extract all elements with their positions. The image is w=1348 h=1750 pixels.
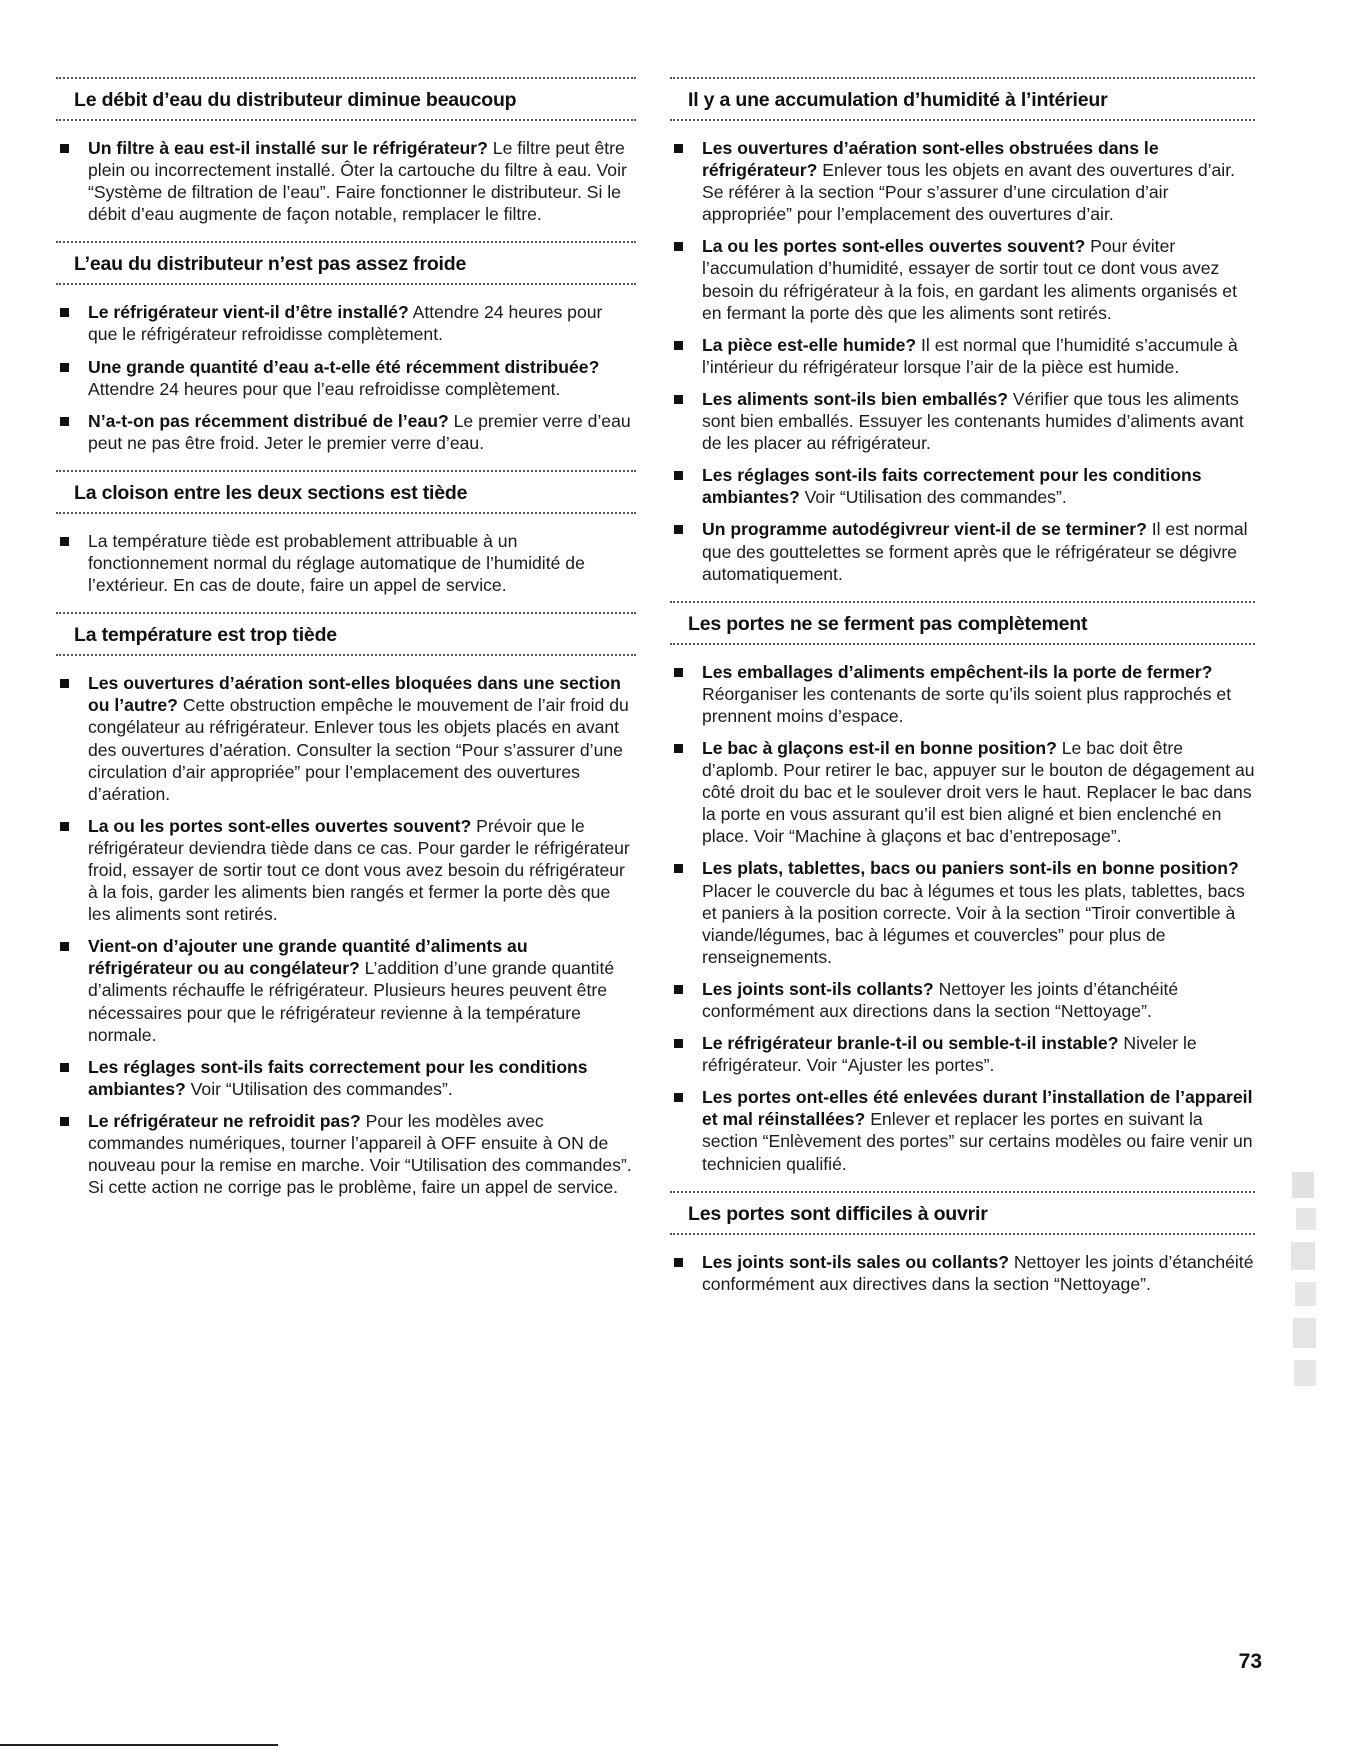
section-header: [670, 601, 1255, 645]
bottom-rule: [0, 1744, 278, 1746]
square-bullet-icon: [60, 363, 69, 372]
list-item: [670, 661, 1255, 727]
section-title: La cloison entre les deux sections est tiède: [74, 481, 468, 504]
list-item: [670, 518, 1255, 584]
list-item: [670, 978, 1255, 1022]
square-bullet-icon: [60, 417, 69, 426]
question-text: Les ouvertures d’aération sont-elles bloquées dans une section ou l’autre?: [88, 673, 621, 716]
section-header: [670, 1191, 1255, 1235]
square-bullet-icon: [674, 525, 683, 534]
answer-text: Réorganiser les contenants de sorte qu’ils soient plus rapprochés et prennent moins d’espace.: [702, 683, 1232, 726]
list-item: [670, 235, 1255, 323]
item-list: [670, 661, 1255, 1175]
question-text: Les joints sont-ils collants?: [702, 978, 934, 999]
section-header: [56, 241, 636, 285]
question-text: Le bac à glaçons est-il en bonne position?: [702, 737, 1057, 758]
answer-text: Le bac doit être d’aplomb. Pour retirer le bac, appuyer sur le bouton de dégagement au côté droit du bac et le soulever droit vers le haut. Replacer le bac dans la porte en vous assurant qu’il est bien aligné et bien enclenché en place. Voir “Machine à glaçons et bac d’entreposage”.: [702, 737, 1255, 847]
answer-text: Pour éviter l’accumulation d’humidité, essayer de sortir tout ce dont vous avez besoin du réfrigérateur à la fois, en gardant les aliments organisés et en fermant la porte dès que les aliments sont retirés.: [702, 236, 1237, 323]
square-bullet-icon: [674, 341, 683, 350]
answer-text: Pour les modèles avec commandes numériques, tourner l’appareil à OFF ensuite à ON de nouveau pour la remise en marche. Voir “Utilisation des commandes”. Si cette action ne corrige pas le problème, faire un appel de service.: [88, 1110, 632, 1198]
list-item: [670, 1032, 1255, 1076]
list-item: [670, 464, 1255, 508]
square-bullet-icon: [60, 942, 69, 951]
square-bullet-icon: [674, 1093, 683, 1102]
section-header: [56, 612, 636, 656]
answer-text: Attendre 24 heures pour que l’eau refroidisse complètement.: [88, 378, 561, 399]
answer-text: Enlever et replacer les portes en suivant la section “Enlèvement des portes” sur certains modèles ou faire venir un technicien qualifié.: [702, 1109, 1253, 1174]
square-bullet-icon: [60, 1117, 69, 1126]
list-item: [56, 301, 636, 345]
item-list: [670, 1251, 1255, 1295]
answer-text: Il est normal que l’humidité s’accumule à l’intérieur du réfrigérateur lorsque l’air de la pièce est humide.: [702, 334, 1238, 377]
answer-text: Le filtre peut être plein ou incorrectement installé. Ôter la cartouche du filtre à eau. Voir “Système de filtration de l’eau”. Faire fonctionner le distributeur. Si le débit d’eau augmente de façon notable, remplacer le filtre.: [88, 138, 627, 225]
item-list: [56, 137, 636, 225]
item-list: [56, 530, 636, 596]
square-bullet-icon: [60, 144, 69, 153]
list-item: [56, 815, 636, 925]
list-item: [56, 137, 636, 225]
answer-text: Prévoir que le réfrigérateur deviendra tiède dans ce cas. Pour garder le réfrigérateur froid, essayer de sortir tout ce dont vous avez besoin du réfrigérateur à la fois, garder les aliments bien rangés et fermer la porte dès que les aliments sont retirés.: [88, 815, 630, 925]
answer-text: Niveler le réfrigérateur. Voir “Ajuster les portes”.: [702, 1033, 1197, 1076]
answer-text: L’addition d’une grande quantité d’aliments réchauffe le réfrigérateur. Plusieurs heures peuvent être nécessaires pour que le réfrigérateur revienne à la température normale.: [88, 958, 615, 1045]
question-text: Vient-on d’ajouter une grande quantité d’aliments au réfrigérateur ou au congélateur?: [88, 936, 528, 979]
answer-text: Voir “Utilisation des commandes”.: [799, 487, 1067, 508]
section-title: Les portes sont difficiles à ouvrir: [688, 1202, 988, 1225]
question-text: Le réfrigérateur ne refroidit pas?: [88, 1110, 361, 1131]
section-title: L’eau du distributeur n’est pas assez froide: [74, 253, 467, 276]
answer-text: Nettoyer les joints d’étanchéité conformément aux directives dans la section “Nettoyage”.: [702, 1251, 1254, 1294]
list-item: [670, 334, 1255, 378]
troubleshooting-section: [56, 612, 636, 1198]
troubleshooting-section: [56, 241, 636, 454]
list-item: [670, 137, 1255, 225]
answer-text: Le premier verre d’eau peut ne pas être froid. Jeter le premier verre d’eau.: [88, 410, 631, 453]
answer-text: Nettoyer les joints d’étanchéité conformément aux directions dans la section “Nettoyage”.: [702, 978, 1179, 1021]
question-text: La pièce est-elle humide?: [702, 334, 917, 355]
list-item: [56, 1056, 636, 1100]
answer-text: Cette obstruction empêche le mouvement de l’air froid du congélateur au réfrigérateur. Enlever tous les objets placés en avant des ouvertures d’aération. Consulter la section “Pour s’assurer d’une circulation d’air appropriée” pour l’emplacement des ouvertures d’aération.: [88, 695, 629, 804]
list-item: [670, 857, 1255, 967]
square-bullet-icon: [674, 668, 683, 677]
answer-text: Enlever tous les objets en avant des ouvertures d’air. Se référer à la section “Pour s’assurer d’une circulation d’air appropriée” pour l’emplacement des ouvertures d’air.: [702, 160, 1235, 225]
square-bullet-icon: [60, 679, 69, 688]
square-bullet-icon: [674, 471, 683, 480]
square-bullet-icon: [674, 985, 683, 994]
answer-text: Vérifier que tous les aliments sont bien emballés. Essuyer les contenants humides d’aliments avant de les placer au réfrigérateur.: [702, 388, 1244, 454]
list-item: [56, 935, 636, 1045]
question-text: La ou les portes sont-elles ouvertes souvent?: [702, 236, 1086, 257]
item-list: [56, 301, 636, 454]
list-item: [670, 1251, 1255, 1295]
square-bullet-icon: [60, 822, 69, 831]
question-text: Le réfrigérateur vient-il d’être installé?: [88, 302, 409, 323]
square-bullet-icon: [674, 395, 683, 404]
list-item: [56, 530, 636, 596]
question-text: Les aliments sont-ils bien emballés?: [702, 388, 1009, 409]
question-text: Un filtre à eau est-il installé sur le réfrigérateur?: [88, 138, 488, 158]
square-bullet-icon: [60, 537, 69, 546]
section-header: [56, 470, 636, 514]
troubleshooting-section: [56, 77, 636, 225]
list-item: [56, 410, 636, 454]
question-text: Les emballages d’aliments empêchent-ils la porte de fermer?: [702, 661, 1213, 682]
question-text: Une grande quantité d’eau a-t-elle été récemment distribuée?: [88, 356, 600, 377]
question-text: La ou les portes sont-elles ouvertes souvent?: [88, 815, 472, 836]
troubleshooting-section: [670, 1191, 1255, 1295]
question-text: Un programme autodégivreur vient-il de se terminer?: [702, 519, 1147, 540]
list-item: [670, 737, 1255, 847]
answer-text: Placer le couvercle du bac à légumes et tous les plats, tablettes, bacs et paniers à la position correcte. Voir à la section “Tiroir convertible à viande/légumes, bac à légumes et couvercles” pour plus de renseignements.: [702, 880, 1245, 967]
answer-text: Voir “Utilisation des commandes”.: [185, 1078, 453, 1099]
square-bullet-icon: [674, 242, 683, 251]
question-text: Le réfrigérateur branle-t-il ou semble-t-il instable?: [702, 1033, 1119, 1054]
square-bullet-icon: [674, 1258, 683, 1267]
list-item: [56, 356, 636, 400]
troubleshooting-section: [670, 77, 1255, 585]
question-text: Les portes ont-elles été enlevées durant l’installation de l’appareil et mal réinstallées?: [702, 1087, 1253, 1130]
answer-text: Attendre 24 heures pour que le réfrigérateur refroidisse complètement.: [88, 302, 603, 345]
square-bullet-icon: [674, 144, 683, 153]
question-text: Les plats, tablettes, bacs ou paniers sont-ils en bonne position?: [702, 858, 1239, 879]
section-header: [670, 77, 1255, 121]
square-bullet-icon: [60, 308, 69, 317]
question-text: Les ouvertures d’aération sont-elles obstruées dans le réfrigérateur?: [702, 138, 1159, 181]
list-item: [670, 388, 1255, 454]
question-text: Les joints sont-ils sales ou collants?: [702, 1251, 1009, 1272]
troubleshooting-section: [56, 470, 636, 596]
section-header: [56, 77, 636, 121]
section-title: Le débit d’eau du distributeur diminue beaucoup: [74, 89, 517, 111]
section-title: Il y a une accumulation d’humidité à l’intérieur: [688, 89, 1108, 111]
list-item: [56, 672, 636, 805]
question-text: Les réglages sont-ils faits correctement pour les conditions ambiantes?: [702, 465, 1202, 508]
question-text: N’a-t-on pas récemment distribué de l’eau?: [88, 410, 449, 431]
troubleshooting-section: [670, 601, 1255, 1175]
list-item: [56, 1110, 636, 1198]
square-bullet-icon: [674, 744, 683, 753]
item-list: [670, 137, 1255, 585]
question-text: Les réglages sont-ils faits correctement pour les conditions ambiantes?: [88, 1056, 588, 1099]
section-title: La température est trop tiède: [74, 624, 337, 647]
answer-text: Il est normal que des gouttelettes se forment après que le réfrigérateur se dégivre automatiquement.: [702, 519, 1248, 584]
square-bullet-icon: [674, 864, 683, 873]
section-title: Les portes ne se ferment pas complètement: [688, 612, 1088, 635]
list-item: [670, 1086, 1255, 1174]
watermark-mark: [1288, 1168, 1322, 1408]
left-column: [56, 77, 636, 1214]
item-list: [56, 672, 636, 1198]
square-bullet-icon: [674, 1039, 683, 1048]
right-column: [670, 77, 1255, 1311]
page-number: 73: [1238, 1650, 1262, 1673]
square-bullet-icon: [60, 1063, 69, 1072]
answer-text: La température tiède est probablement attribuable à un fonctionnement normal du réglage automatique de l’humidité de l’extérieur. En cas de doute, faire un appel de service.: [88, 530, 585, 596]
